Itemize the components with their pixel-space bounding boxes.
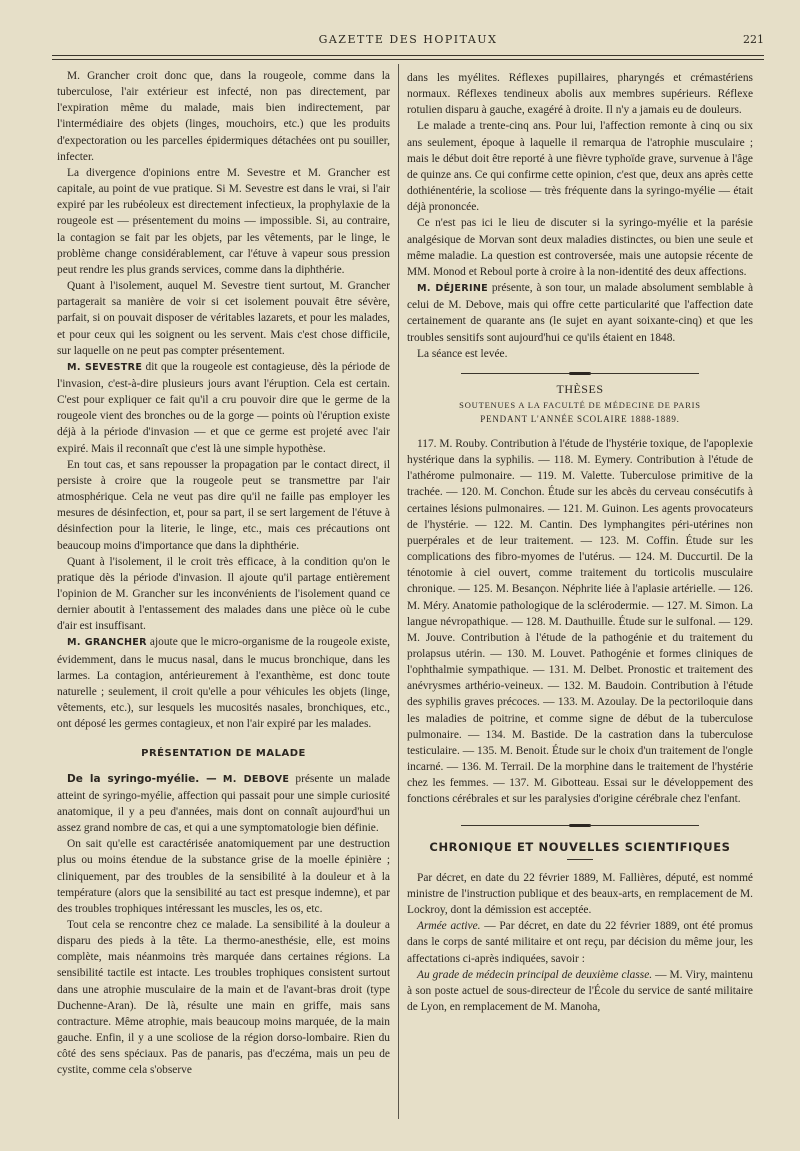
paragraph: Quant à l'isolement, auquel M. Sevestre tient surtout, M. Grancher partagerait sa manière de voir si cet isolement pouvait être sévère, parfait, si on pouvait disposer de véritables lazarets, et pour les malades, et pour ceux qui les soignent ou les servent. Mais c'est chose difficile, sur laquelle on ne peut pas compter présentement. <box>57 280 390 357</box>
page-header <box>52 33 764 53</box>
ornament-rule <box>407 372 753 375</box>
paragraph <box>57 771 390 837</box>
paragraph: En tout cas, et sans repousser la propagation par le contact direct, il persiste à croire que la rougeole peut se transmettre par l'air atmosphérique. Cela ne veut pas dire qu'il ne faille pas employer les mesures de désinfection, et, pour sa part, il se sert largement de l'étuve à désinfection pour la literie, le linge, etc., mais ces précautions ont beaucoup moins d'importance que dans la diphthérie. <box>57 458 390 552</box>
paragraph-text: dit que la rougeole est contagieuse, dès la période de l'invasion, c'est-à-dire plusieurs jours avant l'éruption. Cela est certain. C'est pour expliquer ce fait qu'il a cru pouvoir dire que le germe de la rougeole vient des bronches ou de la gorge — points où l'éruption existe déjà à la période d'invasion — et que ce germe est projeté avec l'air expiré. Mais il reconnaît que c'est là une simple hypothèse. <box>57 360 390 455</box>
speaker-name: M. GRANCHER <box>67 637 147 649</box>
section-title: CHRONIQUE ET NOUVELLES SCIENTIFIQUES <box>429 839 731 854</box>
paragraph: M. Grancher croit donc que, dans la rougeole, comme dans la tuberculose, l'air extérieur est infecté, non pas directement, par l'expiration même du malade, mais bien indirectement, par l'intermédiaire des objets (linges, mouchoirs, etc.) que les produits d'expectoration ou les parcelles épidermiques détachées ont pu souiller, infecter. <box>57 70 390 163</box>
theses-title: THÈSES <box>556 381 604 396</box>
paragraph: Par décret, en date du 22 février 1889, M. Fallières, député, est nommé ministre de l'instruction publique et des beaux-arts, en remplacement de M. Lockroy, dont la démission est acceptée. <box>407 871 753 917</box>
section-title: PRÉSENTATION DE MALADE <box>141 748 306 760</box>
paragraph <box>57 359 390 457</box>
paragraph <box>57 634 390 732</box>
paragraph: Tout cela se rencontre chez ce malade. La sensibilité à la douleur a disparu des pieds à la tête. La thermo-anesthésie, elle, est moins complète, mais néanmoins très marquée dans certaines régions. La sensibilité tactile est intacte. Les troubles trophiques consistent surtout dans une atrophie musculaire de la main et de l'avant-bras droit (type Duchenne-Aran). De là, résulte une main en griffe, mais sans contracture. Même atrophie, mais beaucoup moins marquée, de la main gauche. Enfin, il y a une scoliose de la région dorso-lombaire. Rien du côté des sens spéciaux. Pas de panaris, pas d'eczéma, mais un peu de cystite, comme cela s'observe <box>57 918 390 1077</box>
topic-lead: Armée active. <box>417 920 481 933</box>
theses-list: 117. M. Rouby. Contribution à l'étude de l'hystérie toxique, de l'apoplexie hystérique dans la syphilis. — 118. M. Eymery. Contribution à l'étude de l'athérome pulmonaire. — 119. M. Valette. Tuberculose primitive de la trachée. — 120. M. Conchon. Étude sur les abcès du cerveau consécutifs à certaines lésions pulmonaires. — 121. M. Guinon. Les agents provocateurs de l'hystérie. — 122. M. Cantin. Des lymphangites péri-utérines non puerpérales et de leur traitement. — 123. M. Coffin. Étude sur les complications des fibro-myomes de l'utérus. — 124. M. Duccurtil. De la ténotomie à ciel ouvert, comme traitement du torticolis musculaire chronique. — 125. M. Besançon. Néphrite liée à l'aplasie artérielle. — 126. M. Méry. Anatomie pathologique de la sclérodermie. — 127. M. Simon. La langue névropathique. — 128. M. Dauthuille. Étude sur le sulfonal. — 129. M. Jouve. Contribution à l'étude de la pathogénie et du traitement du prolapsus utérin. — 130. M. Louvet. Pathogénie et formes cliniques de l'ophthalmie sympathique. — 131. M. Delbet. Pronostic et traitement des anévrysmes arthério-veineux. — 132. M. Baudoin. Contribution à l'étude des syphilis graves précoces. — 133. M. Azoulay. De la pectoriloquie dans les maladies de poitrine, et comme signe de début de la tuberculose pulmonaire. — 134. M. Bastide. De la castration dans la tuberculose testiculaire. — 135. M. Benoit. Étude sur le choix d'un traitement de l'ongle incarné. — 136. M. Terrail. De la morphine dans le traitement de l'hystérie chez les femmes. — 137. M. Gibotteau. Essai sur le développement des fonctions cérébrales et sur les paralysies d'origine cérébrale chez l'enfant. <box>407 437 753 806</box>
speaker-name: M. DEBOVE <box>222 773 290 785</box>
title-rule <box>567 859 593 860</box>
right-column <box>407 70 753 1015</box>
paragraph <box>407 918 753 966</box>
paragraph: Ce n'est pas ici le lieu de discuter si la syringo-myélie et la parésie analgésique de Morvan sont deux maladies distinctes, ou bien une seule et même maladie. La question est controversée, mais une autopsie récente de MM. Monod et Reboul porte à croire à la non-identité des deux affections. <box>407 217 753 278</box>
paragraph-text: présente, à son tour, un malade absolument semblable à celui de M. Debove, mais qui offre cette particularité que l'affection date certainement de quarante ans (le sujet en ayant soixante-cinq) et que les troubles sensitifs sont aujourd'hui ce qu'ils étaient en 1848. <box>407 282 754 344</box>
topic-lead: De la syringo-myélie. — <box>67 772 217 785</box>
topic-lead: Au grade de médecin principal de deuxième classe. <box>417 968 653 981</box>
paragraph: On sait qu'elle est caractérisée anatomiquement par une destruction plus ou moins étendue de la substance grise de la moelle épinière ; cliniquement, par des troubles de la sensibilité à la douleur et à la température (alors que la sensibilité au tact est presque indemne), et par des troubles trophiques intéressant les muscles, les os, etc. <box>57 838 390 915</box>
running-title: GAZETTE DES HOPITAUX <box>318 33 498 46</box>
speaker-name: M. SEVESTRE <box>67 361 143 373</box>
theses-subtitle: PENDANT L'ANNÉE SCOLAIRE 1888-1889. <box>480 413 680 424</box>
speaker-name: M. DÉJERINE <box>417 283 489 295</box>
paragraph-text: — M. Viry, maintenu à son poste actuel de sous-directeur de l'École du service de santé militaire de Lyon, en remplacement de M. Manoha, <box>407 968 753 1013</box>
paragraph: Le malade a trente-cinq ans. Pour lui, l'affection remonte à cinq ou six ans seulement, époque à laquelle il remarqua de l'atrophie musculaire ; mais le début doit être reporté à une fièvre typhoïde grave, survenue à l'âge de quinze ans. Ce qui confirme cette opinion, c'est que, deux ans après cette dothiénentérie, la scoliose — très fréquente dans la syringo-myélie — était déjà prononcée. <box>407 120 753 214</box>
paragraph-text: — Par décret, en date du 22 février 1889, ont été promus dans le corps de santé militaire et ont reçu, par décision du même jour, les affectations ci-après indiquées, savoir : <box>407 920 753 965</box>
paragraph <box>407 967 753 1015</box>
left-column <box>57 68 390 1079</box>
paragraph: La séance est levée. <box>417 347 508 360</box>
page-number: 221 <box>743 33 764 46</box>
paragraph-text: présente un malade atteint de syringo-myélie, affection qui passait pour une simple curiosité anatomique, il y a peu d'années, mais dont on connaît aujourd'hui un assez grand nombre de cas, et qui a une symptomatologie bien définie. <box>57 772 390 835</box>
paragraph: Quant à l'isolement, il le croit très efficace, à la condition qu'on le pratique dès la période d'invasion. Il ajoute qu'il partage entièrement l'opinion de M. Grancher sur les inconvénients de l'isolement quand ce dernier aboutit à l'entassement des malades dans une pièce où le cube d'air est insuffisant. <box>57 555 390 633</box>
paragraph-text: ajoute que le micro-organisme de la rougeole existe, évidemment, dans le mucus nasal, dans le mucus bronchique, dans les larmes. La contagion, antérieurement à l'exanthème, est donc toute naturelle ; seulement, il croit qu'elle a pour véhicules les objets (linge, vêtements, etc.), sur lesquels les mucosités nasales, bronchiques, etc., ont déposé les germes contagieux, et non l'air expiré par les malades. <box>57 636 391 731</box>
theses-subtitle: SOUTENUES A LA FACULTÉ DE MÉDECINE DE PARIS <box>459 399 701 410</box>
header-rule-double <box>52 59 764 60</box>
paragraph: La divergence d'opinions entre M. Sevestre et M. Grancher est capitale, au point de vue pratique. Si M. Sevestre est dans le vrai, si l'air expiré par les rubéoleux est directement infectieux, la prophylaxie de la rougeole est — présentement du moins — impossible. Si, au contraire, la contagion se fait par les objets, par les vêtements, par le linge, le problème change considérablement, car l'étuve à vapeur sous pression peut rendre les plus grands services, comme dans la diphthérie. <box>57 166 390 276</box>
column-divider <box>398 64 399 1119</box>
paragraph: dans les myélites. Réflexes pupillaires, pharyngés et crémastériens normaux. Réflexes tendineux abolis aux membres supérieurs. Réflexe rotulien disparu à gauche, exagéré à droite. Il n'y a jamais eu de douleurs. <box>407 72 753 117</box>
ornament-rule <box>407 824 753 827</box>
paragraph <box>407 280 753 346</box>
header-rule <box>52 55 764 56</box>
